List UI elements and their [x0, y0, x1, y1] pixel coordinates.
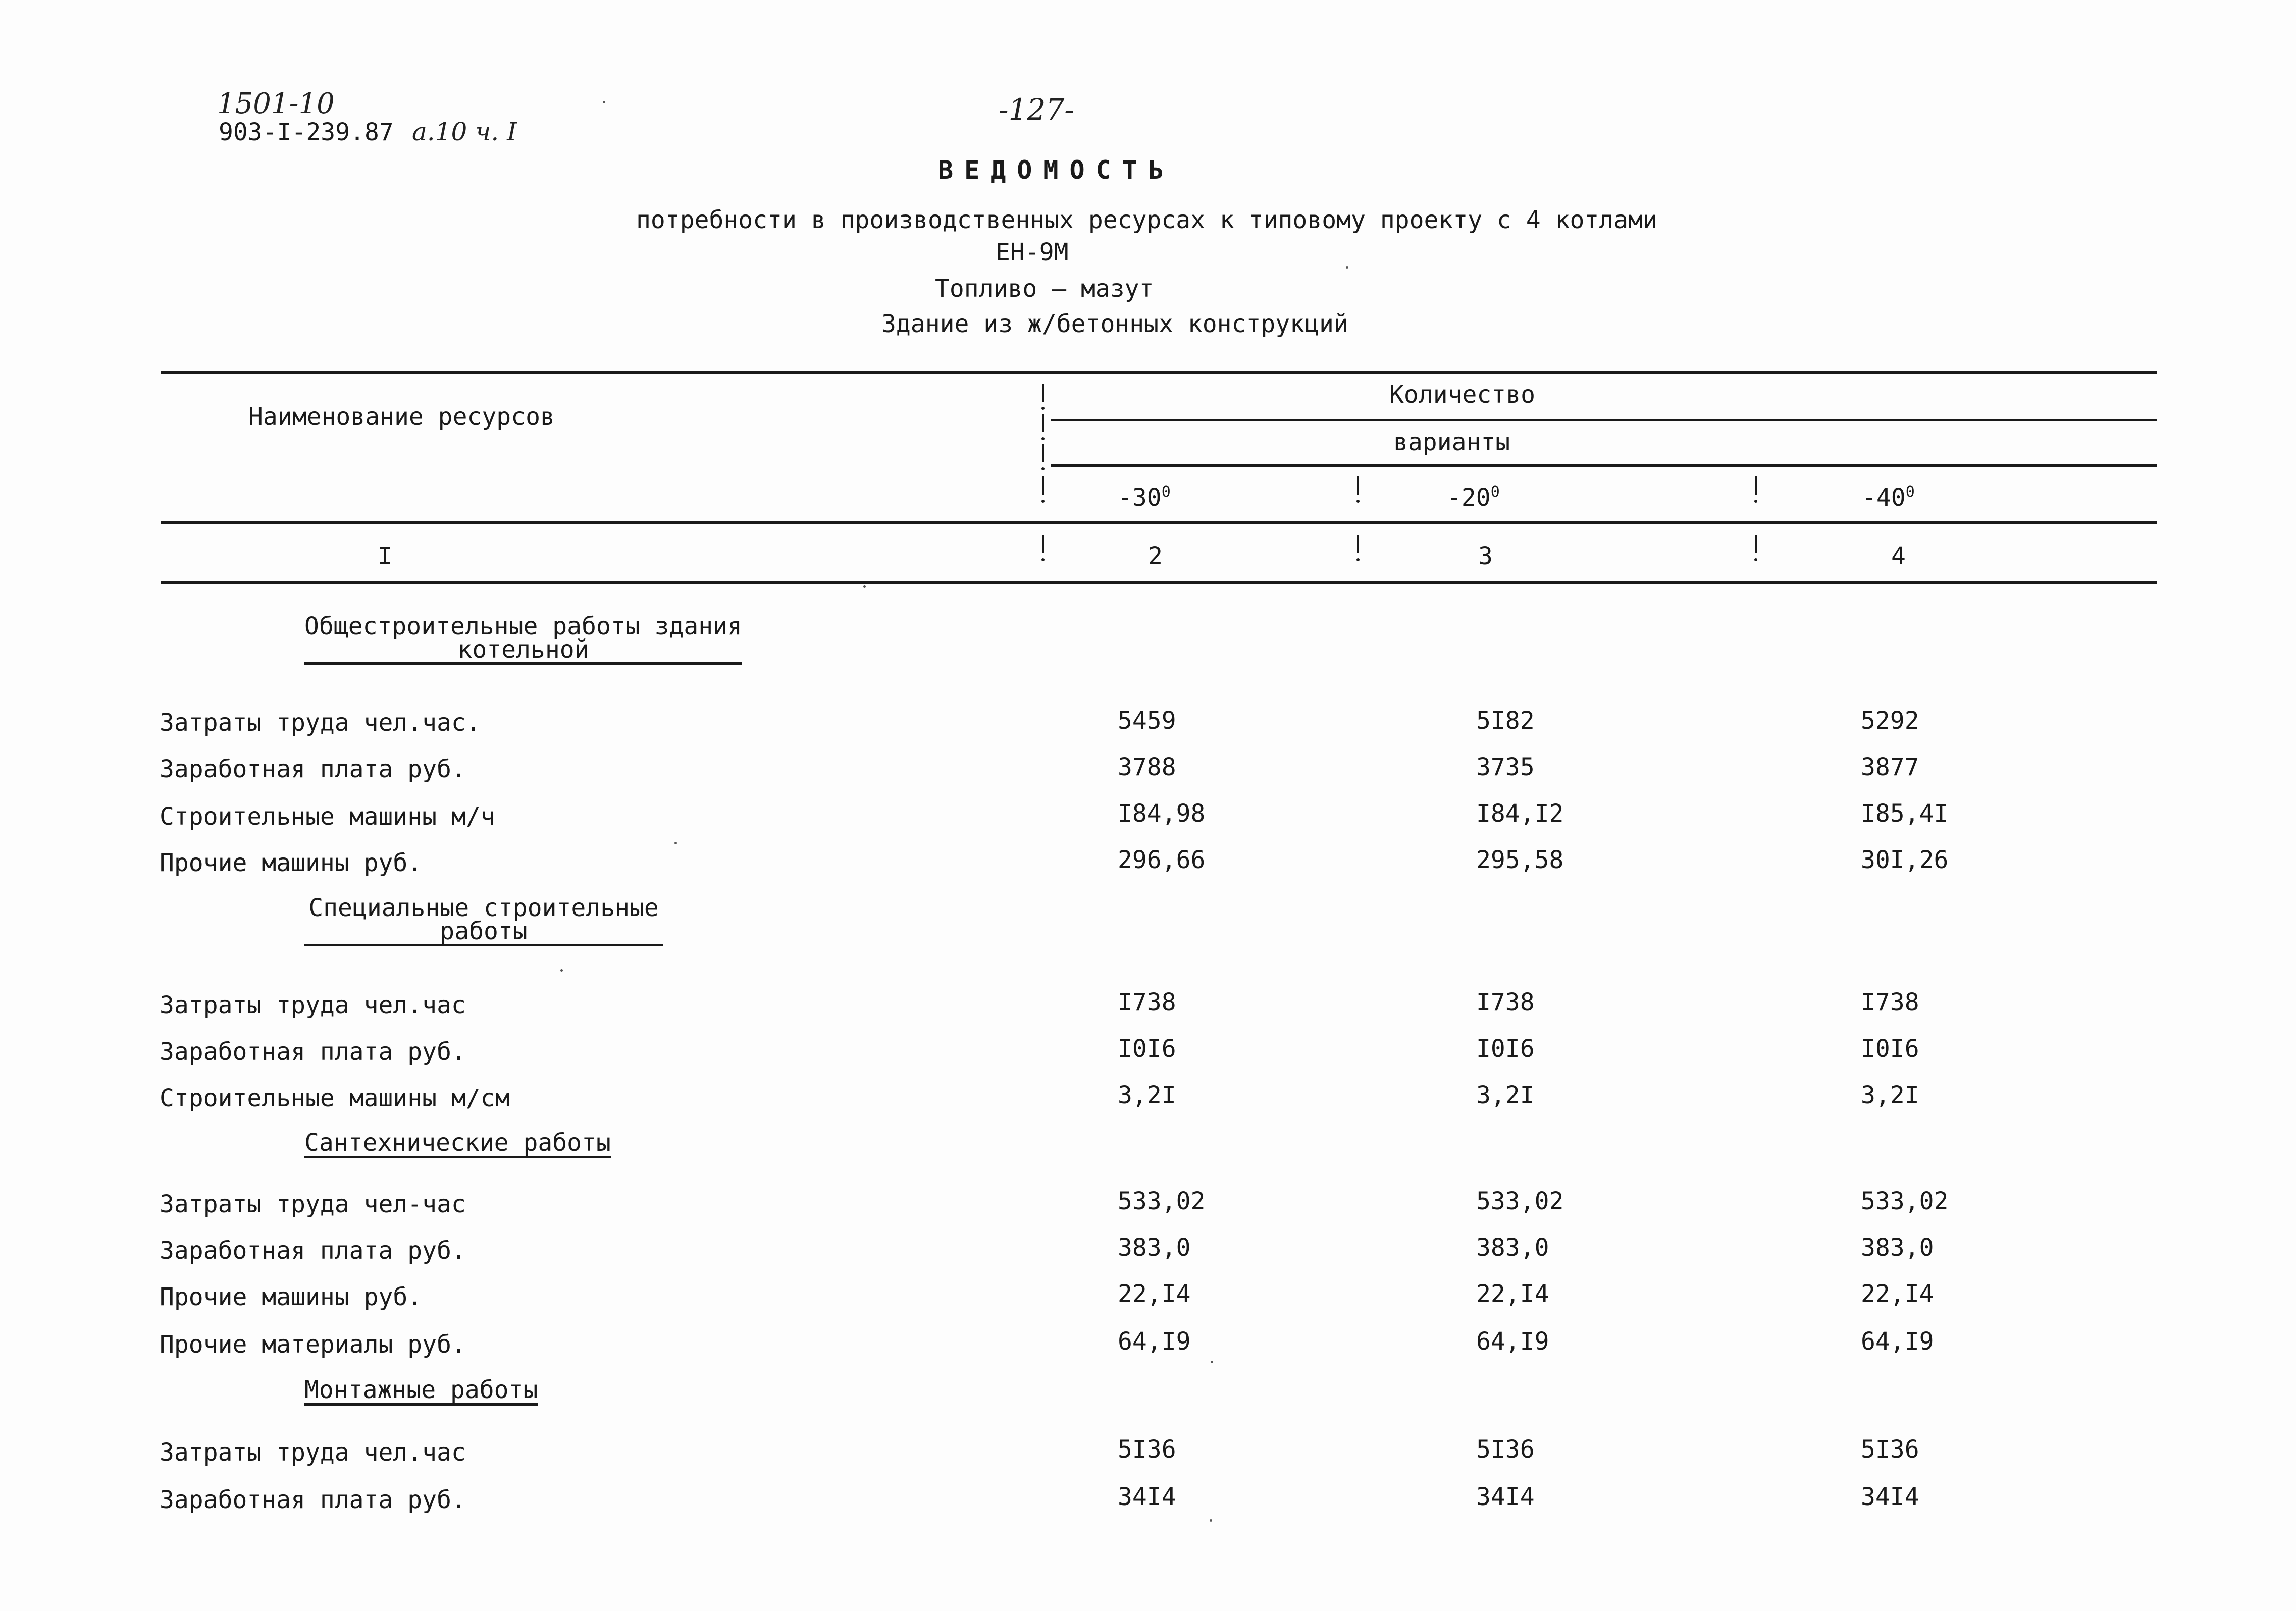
subtitle-line-3: Топливо – мазут: [935, 275, 1154, 303]
section-title: Сантехнические работы: [304, 1131, 611, 1158]
column-number-2: 2: [1148, 542, 1163, 570]
variant-header-1: $-30^0$: [1118, 483, 1171, 512]
row-label: Прочие машины руб.: [160, 849, 423, 877]
cell-value: I84,98: [1118, 799, 1206, 828]
section-title: Специальные строительные работы: [304, 896, 663, 946]
row-label: Заработная плата руб.: [160, 1038, 466, 1066]
scan-speck: [674, 842, 677, 844]
cell-value: 22,I4: [1118, 1280, 1191, 1308]
column-number-1: I: [378, 542, 392, 570]
cell-value: I0I6: [1476, 1035, 1535, 1063]
cell-value: I85,4I: [1861, 799, 1949, 828]
variants-header: варианты: [1393, 428, 1510, 456]
cell-value: 383,0: [1118, 1233, 1191, 1262]
quantity-underline: [1051, 419, 2157, 421]
cell-value: 3,2I: [1861, 1081, 1919, 1109]
cell-value: 533,02: [1118, 1187, 1206, 1215]
table-top-rule: [161, 371, 2157, 374]
variant-header-3: $-40^0$: [1862, 483, 1915, 512]
row-label: Строительные машины м/см: [160, 1084, 510, 1112]
cell-value: 5I36: [1861, 1435, 1919, 1464]
cell-value: 22,I4: [1861, 1280, 1934, 1308]
row-label: Прочие машины руб.: [160, 1283, 423, 1311]
document-title: ВЕДОМОСТЬ: [938, 155, 1175, 185]
column-number-3: 3: [1478, 542, 1493, 570]
cell-value: 22,I4: [1476, 1280, 1549, 1308]
cell-value: 34I4: [1118, 1483, 1176, 1511]
cell-value: 295,58: [1476, 846, 1564, 874]
scan-speck: [1210, 1519, 1212, 1522]
cell-value: 5I36: [1476, 1435, 1535, 1464]
scan-speck: [1211, 1361, 1213, 1363]
variant-header-2: $-20^0$: [1447, 483, 1500, 512]
row-label: Затраты труда чел.час: [160, 991, 466, 1019]
cell-value: I84,I2: [1476, 799, 1564, 828]
subtitle-line-1: потребности в производственных ресурсах к типовому проекту с 4 котлами: [636, 206, 1657, 234]
cell-value: 533,02: [1861, 1187, 1949, 1215]
row-label: Строительные машины м/ч: [160, 802, 495, 831]
header-bottom-rule: [161, 521, 2157, 524]
section-title: Монтажные работы: [304, 1378, 538, 1406]
cell-value: 5I36: [1118, 1435, 1176, 1464]
column-number-4: 4: [1891, 542, 1906, 570]
cell-value: 3788: [1118, 753, 1176, 781]
handwritten-album: a.10 ч. I: [412, 117, 517, 146]
scan-speck: [603, 101, 605, 103]
subtitle-line-4: Здание из ж/бетонных конструкций: [881, 310, 1348, 338]
scan-speck: [560, 969, 563, 972]
row-label: Заработная плата руб.: [160, 755, 466, 783]
cell-value: 383,0: [1861, 1233, 1934, 1262]
cell-value: 5I82: [1476, 707, 1535, 735]
scan-speck: [1346, 266, 1348, 269]
cell-value: I738: [1861, 988, 1919, 1016]
cell-value: 34I4: [1861, 1483, 1919, 1511]
handwritten-code: 1501-10: [217, 87, 335, 120]
row-label: Затраты труда чел.час: [160, 1438, 466, 1467]
cell-value: 3735: [1476, 753, 1535, 781]
cell-value: 3,2I: [1476, 1081, 1535, 1109]
cell-value: 3,2I: [1118, 1081, 1176, 1109]
cell-value: 64,I9: [1476, 1327, 1549, 1356]
variants-underline: [1051, 464, 2157, 467]
cell-value: I738: [1118, 988, 1176, 1016]
row-label: Прочие материалы руб.: [160, 1330, 466, 1359]
cell-value: 5459: [1118, 707, 1176, 735]
resource-name-header: Наименование ресурсов: [248, 403, 555, 431]
cell-value: 34I4: [1476, 1483, 1535, 1511]
row-label: Затраты труда чел.час.: [160, 709, 481, 737]
row-label: Заработная плата руб.: [160, 1486, 466, 1514]
page-number: -127-: [999, 92, 1074, 127]
row-label: Заработная плата руб.: [160, 1237, 466, 1265]
cell-value: I0I6: [1118, 1035, 1176, 1063]
quantity-header: Количество: [1389, 381, 1535, 409]
cell-value: 64,I9: [1861, 1327, 1934, 1356]
section-title: Общестроительные работы здания котельной: [304, 612, 742, 664]
cell-value: 5292: [1861, 707, 1919, 735]
column-numbers-rule: [161, 581, 2157, 584]
cell-value: 30I,26: [1861, 846, 1949, 874]
scan-speck: [863, 585, 866, 588]
row-label: Затраты труда чел-час: [160, 1190, 466, 1218]
cell-value: 383,0: [1476, 1233, 1549, 1262]
cell-value: 296,66: [1118, 846, 1206, 874]
cell-value: I0I6: [1861, 1035, 1919, 1063]
cell-value: 533,02: [1476, 1187, 1564, 1215]
cell-value: 64,I9: [1118, 1327, 1191, 1356]
subtitle-line-2: ЕН-9М: [996, 238, 1069, 266]
cell-value: I738: [1476, 988, 1535, 1016]
cell-value: 3877: [1861, 753, 1919, 781]
document-number: 903-I-239.87: [219, 118, 394, 146]
